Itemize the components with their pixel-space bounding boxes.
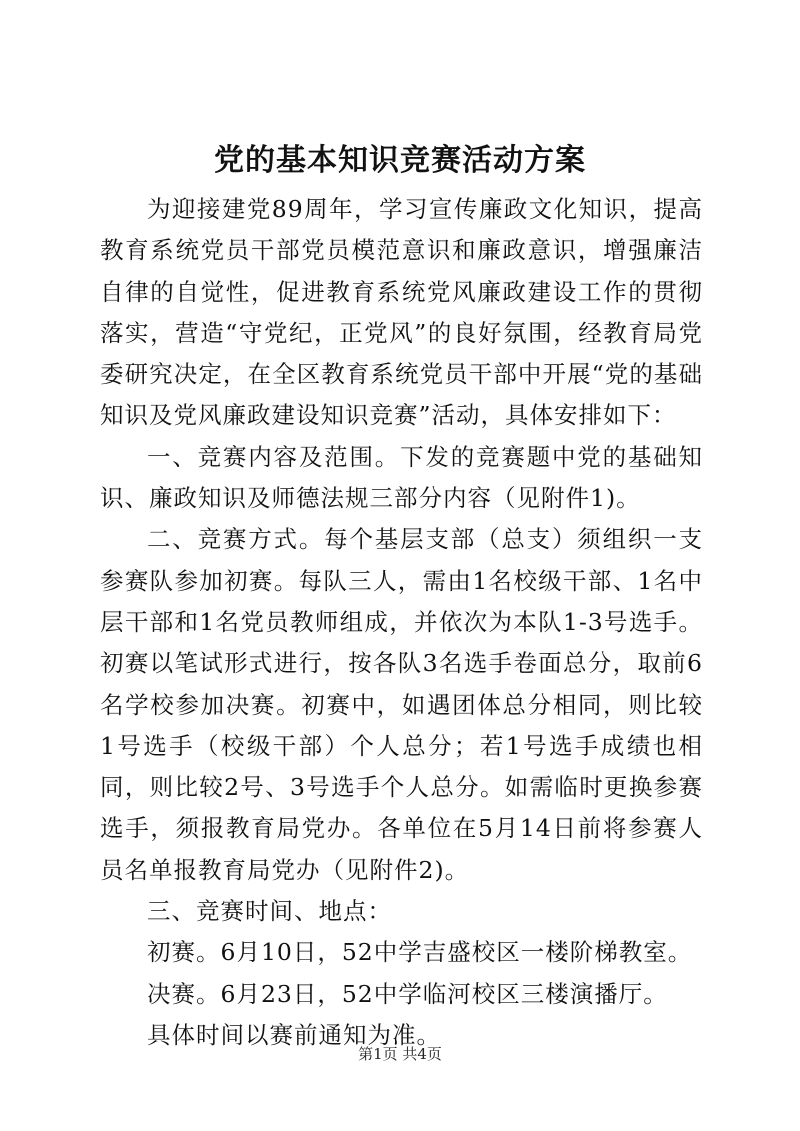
preliminary-round-line: 初赛。6月10日，52中学吉盛校区一楼阶梯教室。	[147, 938, 693, 967]
section-1-paragraph: 一、竞赛内容及范围。下发的竞赛题中党的基础知识、廉政知识及师德法规三部分内容（见附件1)。	[100, 442, 703, 513]
document-title: 党的基本知识竞赛活动方案	[214, 143, 586, 178]
section-3-heading: 三、竞赛时间、地点：	[147, 897, 392, 926]
schedule-note-line: 具体时间以赛前通知为准。	[147, 1020, 441, 1049]
document-body	[100, 189, 703, 1056]
section-2-paragraph: 二、竞赛方式。每个基层支部（总支）须组织一支参赛队参加初赛。每队三人，需由1名校级干部、1名中层干部和1名党员教师组成，并依次为本队1-3号选手。初赛以笔试形式进行，按各队3名选手卷面总分，取前6名学校参加决赛。初赛中，如遇团体总分相同，则比较1号选手（校级干部）个人总分；若1号选手成绩也相同，则比较2号、3号选手个人总分。如需临时更换参赛选手，须报教育局党办。各单位在5月14日前将参赛人员名单报教育局党办（见附件2)。	[100, 525, 703, 884]
intro-paragraph: 为迎接建党89周年，学习宣传廉政文化知识，提高教育系统党员干部党员模范意识和廉政意识，增强廉洁自律的自觉性，促进教育系统党风廉政建设工作的贯彻落实，营造“守党纪，正党风”的良好氛围，经教育局党委研究决定，在全区教育系统党员干部中开展“党的基础知识及党风廉政建设知识竞赛”活动，具体安排如下：	[100, 195, 703, 430]
page-footer: 第1页 共4页	[358, 1045, 442, 1063]
final-round-line: 决赛。6月23日，52中学临河校区三楼演播厅。	[147, 979, 668, 1008]
